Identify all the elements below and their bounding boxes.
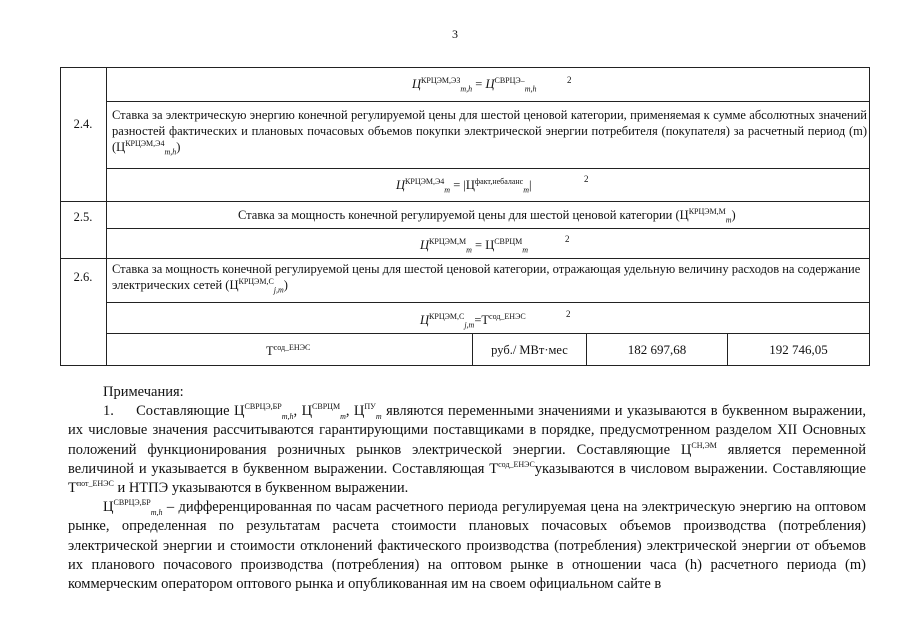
row-2-6-description: Ставка за мощность конечной регулируемой цены для шестой ценовой категории, отражающая удельную величину расходов на содержание электрических сетей $(Ц^{КРЦЭМ,С}_{j,m})$ [112, 262, 861, 295]
formula-c: $Ц^{КРЦЭМ,С}_{j,m}=T^{сод\_ЕНЭС}$ [420, 311, 526, 330]
tariff-value-1: 182 697,68 [627, 342, 687, 357]
table-line [106, 168, 870, 169]
row-2-4-description: Ставка за электрическую энергию конечной регулируемой цены для шестой ценовой категории, применяемая к сумме абсолютных значений разностей фактических и плановых почасовых объемов покупки электрической энергии потребителя (покупателя) за расчетный период (m) $(Ц^{КРЦЭМ,Э4}_{m,h})$ [112, 108, 867, 157]
note-1: 1. Составляющие $Ц^{СВРЦЭ,БР}_{m,h}$, $Ц^{СВРЦМ}_m$, $Ц^{ПУ}_m$ являются переменными значениями и указываются в буквенном выражении, их числовые значения рассчитываются гарантирующими поставщиками в порядке, предусмотренном разделом XII Основных положений функционирования розничных рынков электрической энергии. Составляющие $Ц^{СН,ЭМ}$ является переменной величиной и указывается в буквенном выражении. Составляющая $T^{сод\_ЕНЭС}указываются$ в числовом выражении. Составляющие $T^{пот\_ЕНЭС}$ и НТПЭ указываются в буквенном выражении. [68, 402, 866, 497]
table-line [60, 67, 870, 68]
notes-heading: Примечания: [103, 384, 184, 400]
table-line [60, 201, 870, 202]
page-number: 3 [452, 27, 458, 41]
tariff-value-2: 192 746,05 [769, 342, 828, 357]
table-line [869, 67, 870, 366]
row-number-2-5: 2.5. [73, 210, 93, 224]
table-line [106, 101, 870, 102]
tariff-unit: руб./ МВт·мес [491, 343, 568, 357]
table-line [60, 258, 870, 259]
note-2: $Ц^{СВРЦЭ,БР}_{m,h}$ – дифференцированная по часам расчетного периода регулируемая цена на электрическую энергию на оптовом рынке, определенная по результатам расчета стоимости плановых почасовых объемов производства (потребления) электрической энергии и стоимости отклонений фактического производства (потребления) электрической энергии от объемов их планового почасового производства (потребления) на оптовом рынке в отношении часа (h) расчетного периода (m) коммерческим оператором оптового рынка и опубликованная им на своем официальном сайте в [68, 498, 866, 593]
formula-note: 2 [565, 234, 570, 244]
formula-e3: $Ц^{КРЦЭМ,ЭЗ}_{m,h} = Ц^{СВРЦЭ-}_{m,h}$ [412, 75, 537, 94]
formula-note: 2 [567, 75, 572, 85]
formula-e4: $Ц^{КРЦЭМ,Э4}_m = |Ц^{факт,небаланс}_m|$ [396, 176, 532, 195]
table-line [106, 67, 107, 366]
tariff-label: $T^{сод\_ЕНЭС}$ [266, 342, 311, 358]
row-number-2-6: 2.6. [73, 270, 93, 284]
row-number-2-4: 2.4. [73, 117, 93, 131]
formula-note: 2 [566, 309, 571, 319]
row-2-5-description: Ставка за мощность конечной регулируемой цены для шестой ценовой категории $(Ц^{КРЦЭМ,М}_m)$ [238, 206, 736, 225]
notes-section [68, 383, 866, 594]
table-line [106, 333, 870, 334]
table-line [106, 302, 870, 303]
table-line [60, 365, 870, 366]
tariff-table [60, 67, 870, 366]
table-line [106, 228, 870, 229]
formula-m: $Ц^{КРЦЭМ,М}_m = Ц^{СВРЦМ}_m$ [420, 236, 529, 255]
formula-note: 2 [584, 174, 589, 184]
